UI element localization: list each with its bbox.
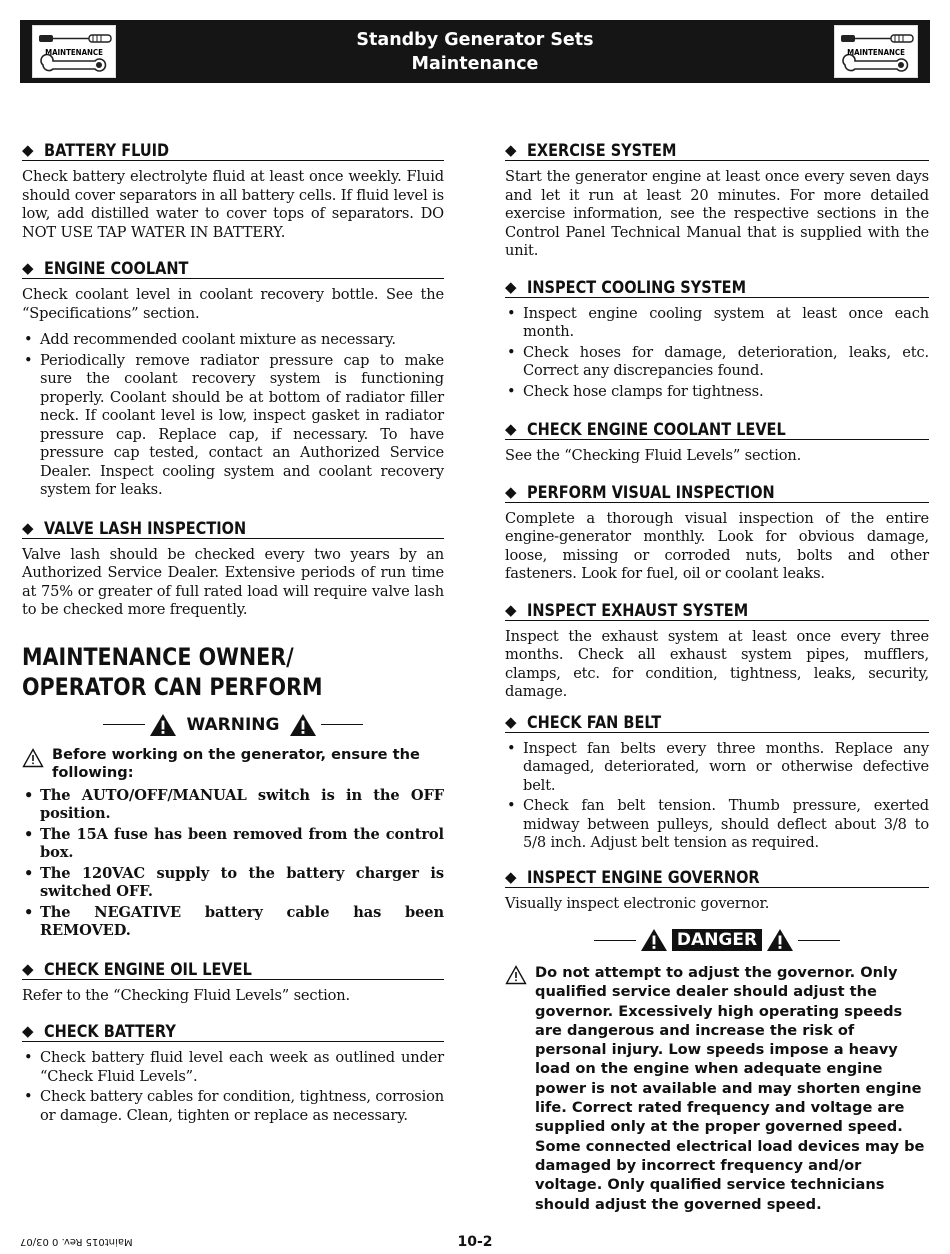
engine-coolant-list [22,331,444,500]
document-code: Maint015 Rev. 0 03/07 [20,1236,133,1247]
maintenance-logo-right [834,25,918,78]
section-heading-fan-belt: ◆ CHECK FAN BELT [505,712,929,733]
section-heading-visual: ◆ PERFORM VISUAL INSPECTION [505,482,929,503]
diamond-icon: ◆ [505,867,517,886]
list-item: • Periodically remove radiator pressure cap to make sure the coolant recovery system is functioning properly. Coolant should be at bottom of radiator filler neck. If coolant level is low, inspect gasket in radiator pressure cap. Replace cap, if necessary. To have pressure cap tested, contact an Authorized Service Dealer. Inspect cooling system and coolant recovery system for leaks. [22,352,444,500]
list-item: • The 15A fuse has been removed from the control box. [22,826,444,863]
diamond-icon: ◆ [22,141,34,159]
list-item: • Inspect engine cooling system at least once each month. [505,305,929,342]
danger-message: Do not attempt to adjust the governor. Only qualified service dealer should adjust the governor. Excessively high operating speeds are dangerous and increase the risk of personal injury. Low speeds impose a heavy load on the engine when adequate engine power is not available and may shorten engine life. Correct rated frequency and voltage are supplied only at the proper governed speed. Some connected electrical load devices may be damaged by incorrect frequency and/or voltage. Only qualified service technicians should adjust the governed speed. [505,963,929,1214]
list-item: • The NEGATIVE battery cable has been REMOVED. [22,904,444,941]
page-title [20,28,930,76]
valve-lash-text: Valve lash should be checked every two years by an Authorized Service Dealer. Extensive periods of run time at 75% or greater of full rated load will require valve lash to be checked more frequently. [22,545,444,618]
section-heading-exercise: ◆ EXERCISE SYSTEM [505,140,929,161]
page-number: 10-2 [457,1234,493,1250]
danger-banner [505,925,929,955]
warning-triangle-icon [289,713,317,737]
warning-banner [22,710,444,740]
visual-text: Complete a thorough visual inspection of the entire engine-generator monthly. Look for obvious damage, loose, missing or corroded nuts, bolts and other fasteners. Look for fuel, oil or coolant leaks. [505,509,929,582]
section-heading-cooling: ◆ INSPECT COOLING SYSTEM [505,277,929,298]
section-heading-governor: ◆ INSPECT ENGINE GOVERNOR [505,867,929,888]
title-line-1: Standby Generator Sets [356,30,594,50]
caution-outline-icon [22,748,44,768]
list-item: • Add recommended coolant mixture as necessary. [22,331,444,350]
diamond-icon: ◆ [22,959,34,978]
section-heading-exhaust: ◆ INSPECT EXHAUST SYSTEM [505,600,929,621]
check-battery-list [22,1049,444,1125]
page-header [20,20,930,83]
diamond-icon: ◆ [505,600,517,619]
exhaust-text: Inspect the exhaust system at least once every three months. Check all exhaust system pipes, mufflers, clamps, etc. for condition, tightness, leaks, security, damage. [505,627,929,700]
list-item: • Check battery fluid level each week as outlined under “Check Fluid Levels”. [22,1049,444,1086]
owner-operator-heading: MAINTENANCE OWNER/ OPERATOR CAN PERFORM [22,642,323,701]
check-oil-text: Refer to the “Checking Fluid Levels” section. [22,986,351,1004]
diamond-icon: ◆ [505,141,517,159]
section-heading-check-oil: ◆ CHECK ENGINE OIL LEVEL [22,959,444,980]
diamond-icon: ◆ [22,1022,34,1040]
danger-triangle-icon [766,928,794,952]
diamond-icon: ◆ [22,518,34,537]
section-heading-engine-coolant: ◆ ENGINE COOLANT [22,258,444,279]
exercise-text: Start the generator engine at least once every seven days and let it run at least 20 minutes. For more detailed exercise information, see the respective sections in the Control Panel Technical Manual that is supplied with the unit. [505,168,929,259]
logo-label: MAINTENANCE [45,48,103,57]
coolant-level-text: See the “Checking Fluid Levels” section. [505,447,802,464]
danger-label: DANGER [672,929,762,951]
diamond-icon: ◆ [505,420,517,438]
warning-triangle-icon [149,713,177,737]
list-item: • Check fan belt tension. Thumb pressure, exerted midway between pulleys, should deflect about 3/8 to 5/8 inch. Adjust belt tension as required. [505,797,929,853]
section-heading-check-battery: ◆ CHECK BATTERY [22,1021,444,1042]
list-item: • Check hose clamps for tightness. [505,383,929,402]
diamond-icon: ◆ [505,277,517,296]
list-item: • Inspect fan belts every three months. Replace any damaged, deteriorated, worn or otherwise defective belt. [505,740,929,796]
list-item: • Check battery cables for condition, tightness, corrosion or damage. Clean, tighten or replace as necessary. [22,1088,444,1125]
list-item: • The AUTO/OFF/MANUAL switch is in the OFF position. [22,787,444,824]
danger-triangle-icon [640,928,668,952]
governor-text: Visually inspect electronic governor. [505,894,770,912]
fan-belt-list [505,740,929,853]
diamond-icon: ◆ [505,482,517,501]
title-line-2: Maintenance [411,54,539,74]
diamond-icon: ◆ [22,259,34,277]
section-heading-battery-fluid: ◆ BATTERY FLUID [22,140,444,161]
logo-label: MAINTENANCE [847,48,905,57]
section-heading-coolant-level: ◆ CHECK ENGINE COOLANT LEVEL [505,419,929,440]
list-item: • The 120VAC supply to the battery charger is switched OFF. [22,865,444,902]
left-column [22,140,444,1127]
warning-list [22,787,444,941]
caution-outline-icon [505,965,527,985]
warning-label: WARNING [186,714,280,735]
warning-intro: Before working on the generator, ensure the following: [22,746,444,783]
right-column [505,140,929,1214]
diamond-icon: ◆ [505,712,517,731]
battery-fluid-text: Check battery electrolyte fluid at least once weekly. Fluid should cover separators in all battery cells. If fluid level is low, add distilled water to cover tops of separators. DO NOT USE TAP WATER IN BATTERY. [22,168,444,241]
section-heading-valve-lash: ◆ VALVE LASH INSPECTION [22,518,444,539]
cooling-list [505,305,929,402]
list-item: • Check hoses for damage, deterioration, leaks, etc. Correct any discrepancies found. [505,344,929,381]
engine-coolant-text: Check coolant level in coolant recovery bottle. See the “Specifications” section. [22,286,444,322]
